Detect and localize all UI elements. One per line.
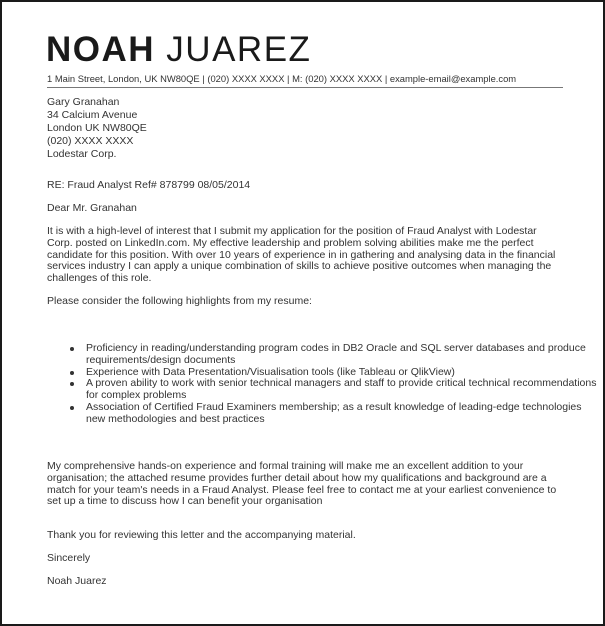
list-item-text: Experience with Data Presentation/Visualisation tools (like Tableau or QlikView) — [86, 365, 455, 378]
recipient-name: Gary Granahan — [47, 96, 120, 108]
list-item-text: A proven ability to work with senior technical managers and staff to provide critical technical recommendations for complex problems — [86, 377, 597, 402]
recipient-phone: (020) XXXX XXXX — [47, 135, 134, 147]
first-name: NOAH — [46, 30, 156, 69]
list-item — [86, 402, 601, 426]
bullet-icon — [70, 382, 74, 386]
header-divider — [47, 87, 563, 88]
recipient-address — [47, 96, 147, 161]
subject-line: RE: Fraud Analyst Ref# 878799 08/05/2014 — [47, 179, 251, 191]
bullet-icon — [70, 371, 74, 375]
last-name: JUAREZ — [166, 30, 312, 69]
thanks-line: Thank you for reviewing this letter and the accompanying material. — [47, 529, 356, 541]
recipient-street: 34 Calcium Avenue — [47, 109, 138, 121]
highlights-intro: Please consider the following highlights from my resume: — [47, 295, 312, 307]
list-item-text: Proficiency in reading/understanding program codes in DB2 Oracle and SQL server databases and produce requirements/design documents — [86, 342, 586, 366]
contact-line: 1 Main Street, London, UK NW80QE | (020) XXXX XXXX | M: (020) XXXX XXXX | example-email@example.com — [47, 73, 517, 84]
list-item-text: Association of Certified Fraud Examiners membership; as a result knowledge of leading-edge technologies new methodologies and best practices — [86, 400, 582, 425]
salutation: Dear Mr. Granahan — [47, 202, 137, 214]
applicant-name — [46, 32, 311, 67]
bullet-icon — [70, 406, 74, 410]
intro-paragraph: It is with a high-level of interest that I submit my application for the position of Fraud Analyst with Lodestar Corp. posted on LinkedIn.com. My effective leadership and problem solving abilities make me the perfect candidate for this position. With over 10 years of experience in in gathering and analysing data in the financial services industry I can apply a unique combination of skills to achieve positive outcomes when managing the challenges of this role. — [47, 225, 556, 285]
highlights-list — [47, 343, 601, 426]
recipient-company: Lodestar Corp. — [47, 148, 117, 160]
list-item — [86, 378, 601, 402]
signature-name: Noah Juarez — [47, 575, 107, 587]
list-item — [86, 343, 601, 367]
recipient-city: London UK NW80QE — [47, 122, 147, 134]
body-paragraph: My comprehensive hands-on experience and formal training will make me an excellent addition to your organisation; the attached resume provides further detail about how my qualifications and background are a match for your team's needs in a Fraud Analyst. Please feel free to contact me at your earliest convenience to set up a time to discuss how I can benefit your organisation — [47, 460, 557, 508]
closing: Sincerely — [47, 552, 91, 564]
bullet-icon — [70, 347, 74, 351]
